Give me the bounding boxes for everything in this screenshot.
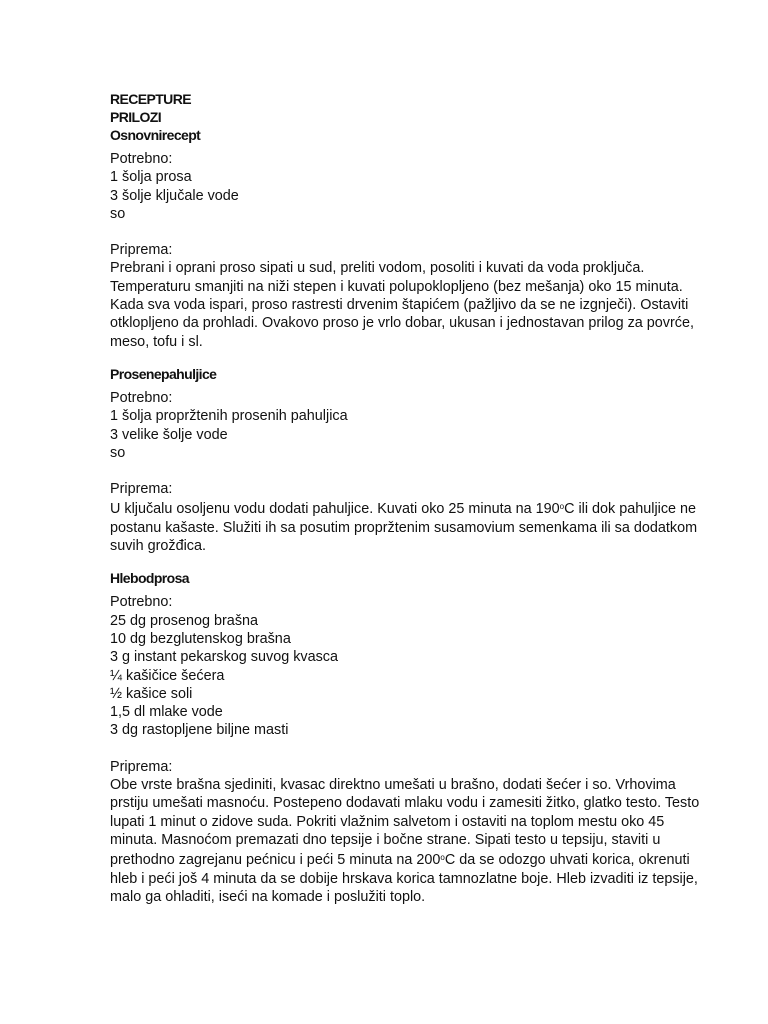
needs-label: Potrebno: bbox=[110, 389, 173, 406]
ingredient-line: 3 dg rastopljene biljne masti bbox=[110, 722, 289, 739]
prep-line bbox=[110, 498, 710, 518]
prep-line: malo ga ohladiti, iseći na komade i poslužiti toplo. bbox=[110, 888, 426, 905]
ingredient-line: 1 šolja propržtenih prosenih pahuljica bbox=[110, 408, 348, 425]
prep-line bbox=[110, 849, 710, 869]
degree-sup: o bbox=[440, 853, 445, 863]
ingredient-line: 25 dg prosenog brašna bbox=[110, 612, 259, 629]
prep-label: Priprema: bbox=[110, 758, 173, 775]
ingredient-line: ½ kašice soli bbox=[110, 685, 193, 702]
ingredient-line: 3 šolje ključale vode bbox=[110, 187, 239, 204]
prep-line: Temperaturu smanjiti na niži stepen i kuvati polupoklopljeno (bez mešanja) oko 15 minuta. bbox=[110, 278, 683, 295]
prep-text: prethodno zagrejanu pećnicu i peći 5 minuta na 200 bbox=[110, 852, 441, 869]
ingredient-line: so bbox=[110, 444, 126, 461]
prep-line: Kada sva voda ispari, proso rastresti drvenim štapićem (pažljivo da se ne izgnječi). Ostaviti bbox=[110, 297, 689, 314]
prep-text: C da se odozgo uhvati korica, okrenuti bbox=[444, 852, 690, 869]
preparation-block bbox=[110, 480, 710, 555]
prep-label: Priprema: bbox=[110, 242, 173, 259]
prep-text: U ključalu osoljenu vodu dodati pahuljice. Kuvati oko 25 minuta na 190 bbox=[110, 501, 560, 518]
prep-line: postanu kašaste. Služiti ih sa posutim propržtenim susamovium semenkama ili sa dodatkom bbox=[110, 519, 698, 536]
needs-label: Potrebno: bbox=[110, 151, 173, 167]
document-title: RECEPTURE bbox=[110, 91, 191, 107]
ingredient-line: 1,5 dl mlake vode bbox=[110, 704, 223, 721]
prep-line: otklopljeno da prohladi. Ovakovo proso je vrlo dobar, ukusan i jednostavan prilog za povrće, bbox=[110, 315, 694, 332]
recipe-title: Hlebodprosa bbox=[110, 570, 189, 587]
prep-line: minuta. Masnoćom premazati dno tepsije i bočne strane. Sipati testo u tepsiju, staviti u bbox=[110, 831, 661, 848]
prep-line: prstiju umešati masnoću. Postepeno dodavati mlaku vodu i zamesiti žitko, glatko testo. Testo bbox=[110, 795, 700, 812]
document-subtitle: PRILOZI bbox=[110, 109, 162, 125]
ingredients-block bbox=[110, 593, 710, 739]
preparation-block bbox=[110, 758, 710, 906]
needs-label: Potrebno: bbox=[110, 594, 173, 611]
preparation-block bbox=[110, 241, 710, 351]
prep-line: meso, tofu i sl. bbox=[110, 333, 203, 350]
ingredients-block bbox=[110, 389, 710, 462]
ingredient-line: 3 velike šolje vode bbox=[110, 426, 228, 443]
ingredient-line: ¼ kašičice šećera bbox=[110, 667, 225, 684]
prep-line: Prebrani i oprani proso sipati u sud, preliti vodom, posoliti i kuvati da voda proključa. bbox=[110, 260, 645, 277]
prep-line: Obe vrste brašna sjediniti, kvasac direktno umešati u brašno, dodati šećer i so. Vrhovima bbox=[110, 777, 676, 794]
recipe-title: Prosenepahuljice bbox=[110, 365, 217, 382]
document-content bbox=[110, 90, 710, 906]
prep-label: Priprema: bbox=[110, 481, 173, 498]
prep-line: hleb i peći još 4 minuta da se dobije hrskava korica tamnozlatne boje. Hleb izvaditi iz tepsije, bbox=[110, 870, 698, 887]
prep-line: lupati 1 minut o zidove suda. Pokriti vlažnim salvetom i ostaviti na toplom mestu oko 45 bbox=[110, 813, 665, 830]
ingredient-line: 3 g instant pekarskog suvog kvasca bbox=[110, 649, 338, 666]
ingredient-line: 10 dg bezglutenskog brašna bbox=[110, 630, 291, 647]
prep-line: suvih grožđica. bbox=[110, 538, 206, 555]
ingredient-line: so bbox=[110, 205, 126, 222]
recipe-title: Osnovnirecept bbox=[110, 127, 201, 143]
degree-sup: o bbox=[559, 502, 565, 512]
prep-text: C ili dok pahuljice ne bbox=[564, 501, 697, 518]
ingredients-block bbox=[110, 150, 710, 223]
ingredient-line: 1 šolja prosa bbox=[110, 169, 192, 186]
